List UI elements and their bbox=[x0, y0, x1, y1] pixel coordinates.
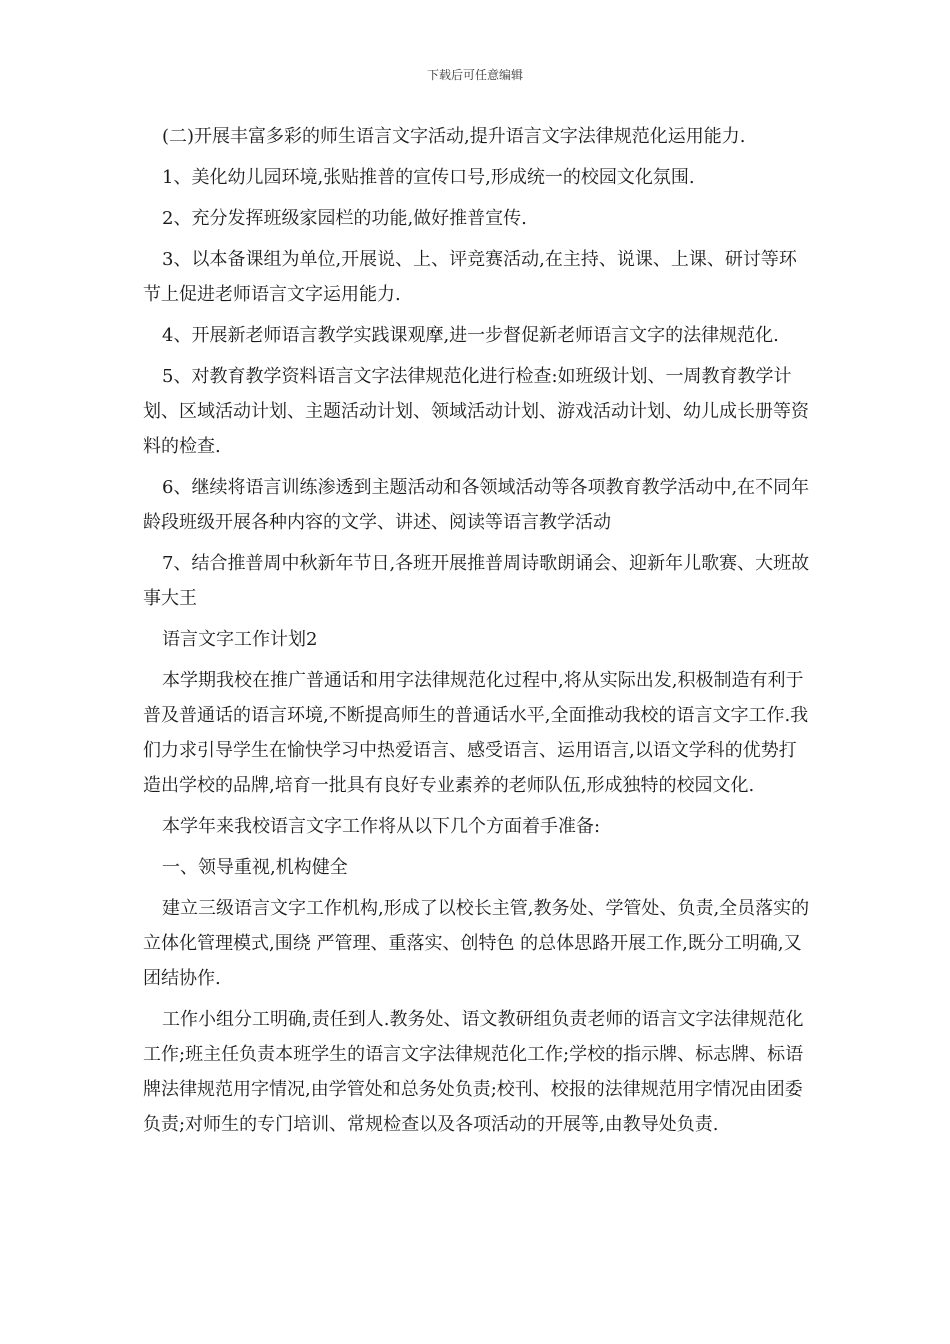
paragraph-item-7: 7、结合推普周中秋新年节日,各班开展推普周诗歌朗诵会、迎新年儿歌赛、大班故事大王 bbox=[143, 553, 810, 609]
paragraph-responsibilities: 工作小组分工明确,责任到人.教务处、语文教研组负责老师的语言文字法律规范化工作;班主任负责本班学生的语言文字法律规范化工作;学校的指示牌、标志牌、标语牌法律规范用字情况,由学管处和总务处负责;校刊、校报的法律规范用字情况由团委负责;对师生的专门培训、常规检查以及各项活动的开展等,由教导处负责. bbox=[143, 1009, 804, 1135]
page-header-note: 下载后可任意编辑 bbox=[426, 68, 523, 82]
paragraph-item-5: 5、对教育教学资料语言文字法律规范化进行检查:如班级计划、一周教育教学计划、区域活动计划、主题活动计划、领域活动计划、游戏活动计划、幼儿成长册等资料的检查. bbox=[143, 366, 809, 457]
paragraph-section-heading: (二)开展丰富多彩的师生语言文字活动,提升语言文字法律规范化运用能力. bbox=[162, 126, 746, 147]
paragraph-item-4: 4、开展新老师语言教学实践课观摩,进一步督促新老师语言文字的法律规范化. bbox=[162, 325, 779, 346]
paragraph-item-6: 6、继续将语言训练渗透到主题活动和各领域活动等各项教育教学活动中,在不同年龄段班级开展各种内容的文学、讲述、阅读等语言教学活动 bbox=[143, 477, 810, 533]
paragraph-heading-leadership: 一、领导重视,机构健全 bbox=[162, 857, 348, 878]
paragraph-item-1: 1、美化幼儿园环境,张贴推普的宣传口号,形成统一的校园文化氛围. bbox=[162, 167, 695, 188]
document-body bbox=[143, 119, 813, 1148]
paragraph-intro: 本学期我校在推广普通话和用字法律规范化过程中,将从实际出发,积极制造有利于普及普通话的语言环境,不断提高师生的普通话水平,全面推动我校的语言文字工作.我们力求引导学生在愉快学习中热爱语言、感受语言、运用语言,以语文学科的优势打造出学校的品牌,培育一批具有良好专业素养的老师队伍,形成独特的校园文化. bbox=[143, 670, 809, 796]
paragraph-preparation: 本学年来我校语言文字工作将从以下几个方面着手准备: bbox=[162, 816, 601, 837]
plan-title: 语言文字工作计划2 bbox=[162, 629, 318, 650]
paragraph-item-3: 3、以本备课组为单位,开展说、上、评竞赛活动,在主持、说课、上课、研讨等环节上促进老师语言文字运用能力. bbox=[143, 249, 797, 305]
paragraph-item-2: 2、充分发挥班级家园栏的功能,做好推普宣传. bbox=[162, 208, 527, 229]
paragraph-organization: 建立三级语言文字工作机构,形成了以校长主管,教务处、学管处、负责,全员落实的立体化管理模式,围绕 严管理、重落实、创特色 的总体思路开展工作,既分工明确,又团结协作. bbox=[143, 898, 810, 989]
